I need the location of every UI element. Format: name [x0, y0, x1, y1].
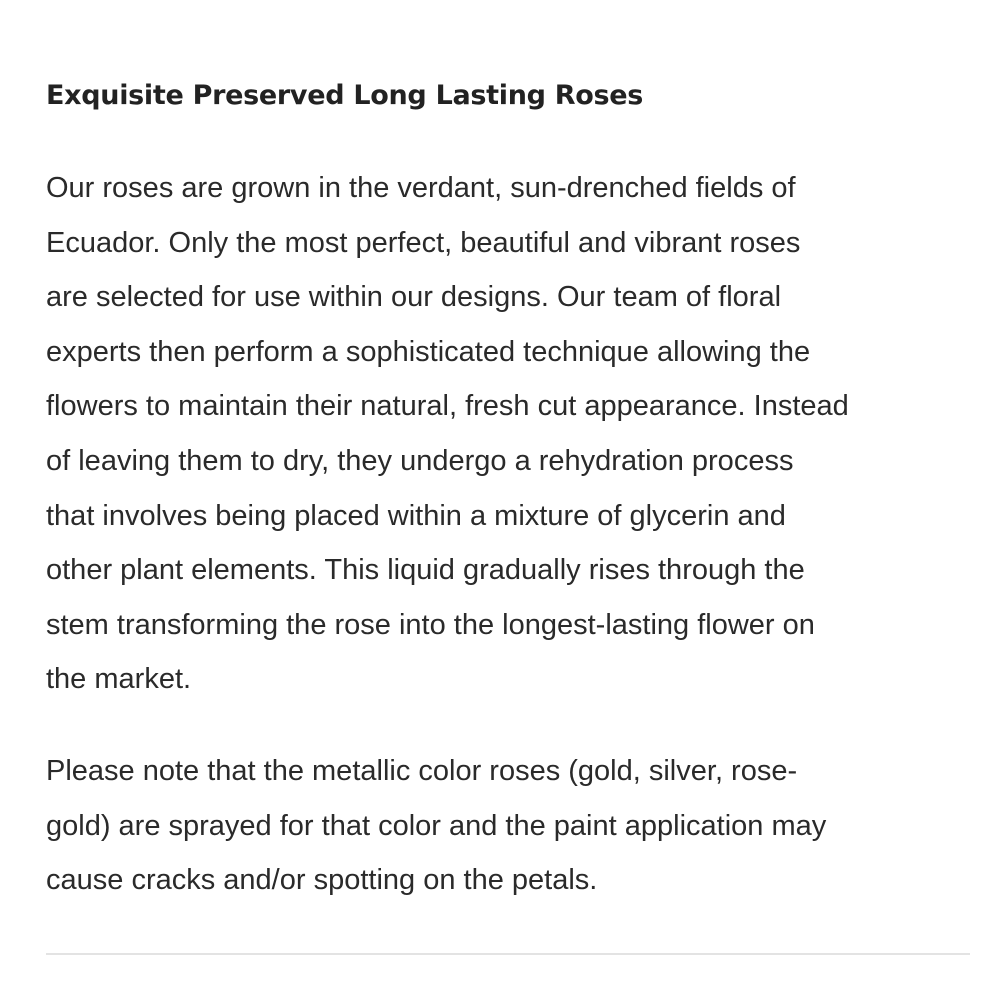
paragraph-line: cause cracks and/or spotting on the petals.	[46, 864, 598, 897]
paragraph-line: that involves being placed within a mixture of glycerin and	[46, 499, 786, 532]
paragraph-line: of leaving them to dry, they undergo a rehydration process	[46, 444, 794, 477]
paragraph-line: are selected for use within our designs. Our team of floral	[46, 281, 782, 314]
description-paragraph-2	[46, 744, 926, 908]
description-paragraph-1	[46, 161, 926, 707]
paragraph-line: flowers to maintain their natural, fresh cut appearance. Instead	[46, 390, 849, 423]
paragraph-line: Please note that the metallic color roses (gold, silver, rose-	[46, 755, 798, 787]
paragraph-line: stem transforming the rose into the longest-lasting flower on	[46, 608, 815, 641]
paragraph-line: the market.	[46, 663, 192, 696]
paragraph-line: experts then perform a sophisticated technique allowing the	[46, 335, 811, 368]
paragraph-line: gold) are sprayed for that color and the paint application may	[46, 809, 827, 842]
section-title: Exquisite Preserved Long Lasting Roses	[46, 80, 644, 111]
paragraph-line: Ecuador. Only the most perfect, beautiful and vibrant roses	[46, 226, 801, 259]
paragraph-line: Our roses are grown in the verdant, sun-drenched fields of	[46, 172, 796, 204]
section-divider	[46, 953, 970, 955]
paragraph-line: other plant elements. This liquid gradually rises through the	[46, 554, 805, 587]
